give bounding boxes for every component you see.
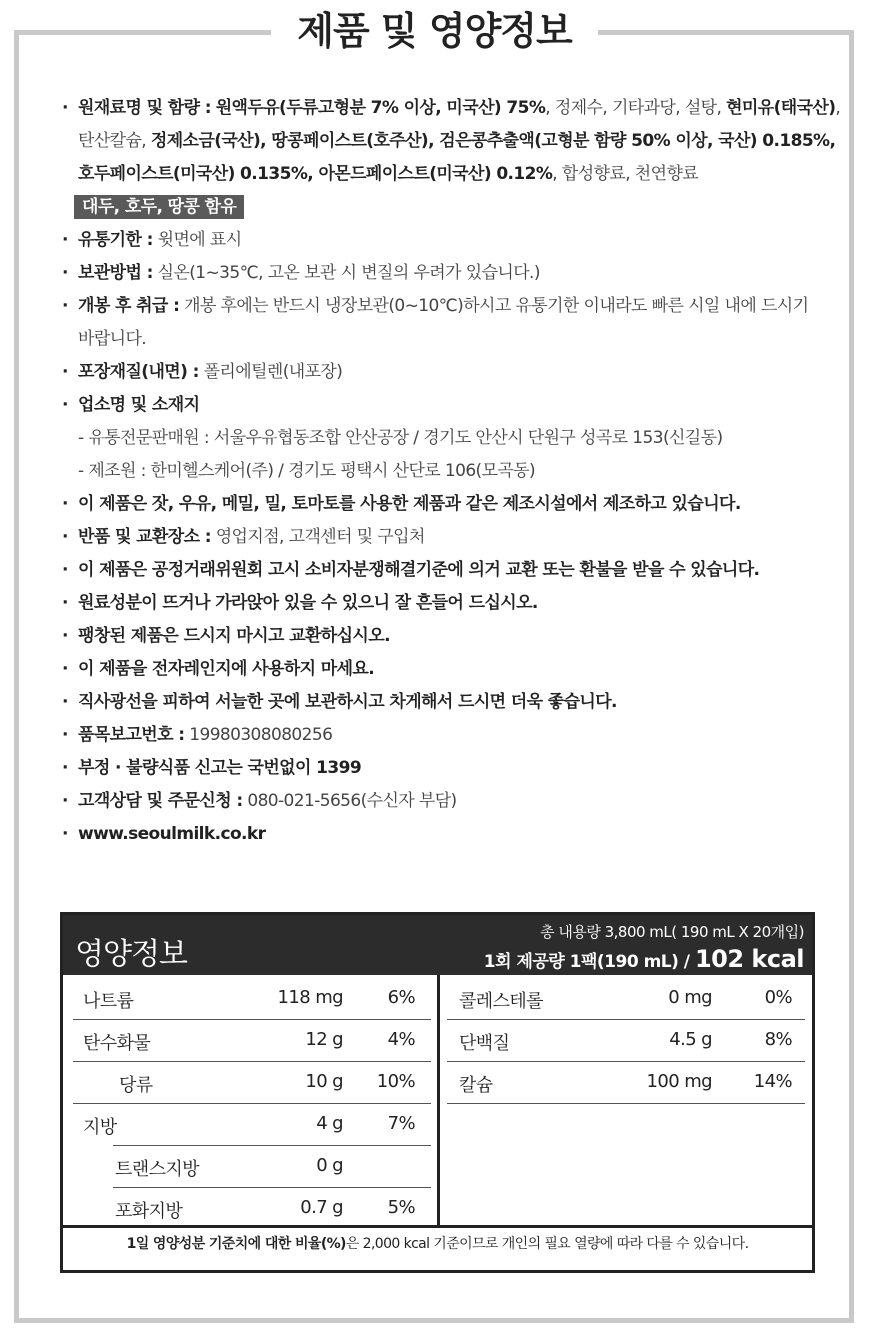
nutrient-row bbox=[73, 1146, 431, 1187]
notice-sunlight: 직사광선을 피하여 서늘한 곳에 보관하시고 차게해서 드시면 더욱 좋습니다. bbox=[78, 692, 617, 712]
nutrient-amount: 4.5 g bbox=[669, 1029, 712, 1050]
serving-size bbox=[484, 945, 804, 973]
opening-value-2: 바랍니다. bbox=[78, 329, 147, 349]
expiry-label: 유통기한 : bbox=[78, 230, 153, 250]
fraud-report: 부정 · 불량식품 신고는 국번없이 1399 bbox=[78, 758, 362, 778]
nutrient-amount: 12 g bbox=[305, 1029, 343, 1050]
ingredient-calcium: 탄산칼슘, bbox=[78, 131, 151, 151]
nutrient-name: 당류 bbox=[119, 1075, 153, 1096]
opening-label: 개봉 후 취급 : bbox=[78, 296, 180, 316]
list-item-ingredients: · 원재료명 및 함량 : 원액두유(두류고형분 7% 이상, 미국산) 75%, 정제수, 기타과당, 설탕, 현미유(태국산), 탄산칼슘, 정제소금(국산), 땅콩페이스트(호주산), 검은콩추출액(고형분 함량 50% 이상, 국산) 0.185%, 호두페이스트(미국산) 0.135%, 아몬드페이스트(미국산) 0.12%, 합성향료, 천연향료 대두, 호두, 땅콩 함유 bbox=[62, 98, 841, 217]
storage-label: 보관방법 : bbox=[78, 263, 153, 283]
list-item-return: · 반품 및 교환장소 : 영업지점, 고객센터 및 구입처 bbox=[62, 527, 425, 547]
total-volume: 총 내용량 3,800 mL( 190 mL X 20개입) bbox=[540, 923, 804, 941]
nutrient-row bbox=[73, 978, 431, 1020]
company-label: 업소명 및 소재지 bbox=[78, 395, 200, 415]
nutrient-row bbox=[73, 1188, 431, 1229]
nutrient-name: 탄수화물 bbox=[83, 1033, 151, 1054]
list-item-notice-facility: · 이 제품은 잣, 우유, 메밀, 밀, 토마토를 사용한 제품과 같은 제조시설에서 제조하고 있습니다. bbox=[62, 494, 741, 514]
column-divider bbox=[437, 975, 440, 1225]
ingredient-bold-3: 호두페이스트(미국산) 0.135%, 아몬드페이스트(미국산) 0.12% bbox=[78, 164, 553, 184]
nutrient-percent: 4% bbox=[387, 1029, 415, 1050]
nutrient-name: 콜레스테롤 bbox=[459, 991, 543, 1012]
nutrient-percent: 0% bbox=[764, 987, 792, 1008]
nutrient-amount: 100 mg bbox=[646, 1071, 712, 1092]
nutrition-title: 영양정보 bbox=[75, 937, 187, 972]
nutrient-percent: 14% bbox=[753, 1071, 792, 1092]
nutrient-name: 트랜스지방 bbox=[115, 1159, 199, 1180]
notice-swollen: 팽창된 제품은 드시지 마시고 교환하십시오. bbox=[78, 626, 390, 646]
nutrient-row bbox=[73, 1062, 431, 1104]
ingredient-comma: , bbox=[835, 98, 841, 118]
opening-value: 개봉 후에는 반드시 냉장보관(0~10℃)하시고 유통기한 이내라도 빠른 시일 내에 드시기 bbox=[179, 296, 809, 316]
packaging-label: 포장재질(내면) : bbox=[78, 362, 199, 382]
ingredient-text: , 정제수, 기타과당, 설탕, bbox=[545, 98, 727, 118]
nutrient-amount: 0 mg bbox=[668, 987, 712, 1008]
ingredients-label: 원재료명 및 함량 : bbox=[78, 98, 211, 118]
list-item-expiry: · 유통기한 : 윗면에 표시 bbox=[62, 230, 242, 250]
allergy-badge: 대두, 호두, 땅콩 함유 bbox=[74, 195, 244, 219]
cs-label: 고객상담 및 주문신청 : bbox=[78, 791, 243, 811]
nutrient-percent: 8% bbox=[764, 1029, 792, 1050]
nutrient-name: 나트륨 bbox=[83, 991, 134, 1012]
nutrition-footnote bbox=[63, 1233, 812, 1253]
nutrient-row bbox=[447, 978, 805, 1020]
list-item-fraud: · 부정 · 불량식품 신고는 국번없이 1399 bbox=[62, 758, 362, 778]
notice-facility: 이 제품은 잣, 우유, 메밀, 밀, 토마토를 사용한 제품과 같은 제조시설에서 제조하고 있습니다. bbox=[78, 494, 741, 514]
list-item-notice-shake: · 원료성분이 뜨거나 가라앉아 있을 수 있으니 잘 흔들어 드십시오. bbox=[62, 593, 538, 613]
title-area bbox=[0, 4, 869, 58]
notice-microwave: 이 제품을 전자레인지에 사용하지 마세요. bbox=[78, 659, 375, 679]
list-item-notice-microwave: · 이 제품을 전자레인지에 사용하지 마세요. bbox=[62, 659, 375, 679]
nutrient-percent: 7% bbox=[387, 1113, 415, 1134]
ingredient-flavor: , 합성향료, 천연향료 bbox=[552, 164, 699, 184]
website-link[interactable]: www.seoulmilk.co.kr bbox=[78, 824, 266, 844]
ingredient-rice-oil: 현미유(태국산) bbox=[726, 98, 836, 118]
nutrient-name: 포화지방 bbox=[115, 1201, 183, 1222]
serving-text: 1회 제공량 1팩(190 mL) / bbox=[483, 952, 695, 972]
nutrition-table bbox=[60, 912, 815, 1273]
list-item-notice-swollen: · 팽창된 제품은 드시지 마시고 교환하십시오. bbox=[62, 626, 390, 646]
nutrient-percent: 6% bbox=[387, 987, 415, 1008]
nutrient-row bbox=[73, 1020, 431, 1062]
page-title: 제품 및 영양정보 bbox=[271, 4, 597, 58]
report-value: 19980308080256 bbox=[184, 725, 333, 745]
company-manufacturer: - 제조원 : 한미헬스케어(주) / 경기도 평택시 산단로 106(모곡동) bbox=[78, 461, 536, 481]
return-value: 영업지점, 고객센터 및 구입처 bbox=[210, 527, 425, 547]
list-item-company: · 업소명 및 소재지 bbox=[62, 395, 200, 415]
list-item-notice-sunlight: · 직사광선을 피하여 서늘한 곳에 보관하시고 차게해서 드시면 더욱 좋습니다. bbox=[62, 692, 617, 712]
nutrient-row bbox=[447, 1062, 805, 1104]
list-item-url: · www.seoulmilk.co.kr bbox=[62, 824, 266, 844]
nutrient-percent: 5% bbox=[387, 1197, 415, 1218]
report-label: 품목보고번호 : bbox=[78, 725, 185, 745]
list-item-notice-refund: · 이 제품은 공정거래위원회 고시 소비자분쟁해결기준에 의거 교환 또는 환불을 받을 수 있습니다. bbox=[62, 560, 760, 580]
nutrient-amount: 10 g bbox=[305, 1071, 343, 1092]
ingredient-bold-2: 정제소금(국산), 땅콩페이스트(호주산), 검은콩추출액(고형분 함량 50% 이상, 국산) 0.185%, bbox=[150, 131, 836, 151]
storage-value: 실온(1~35℃, 고온 보관 시 변질의 우려가 있습니다.) bbox=[152, 263, 540, 283]
notice-shake: 원료성분이 뜨거나 가라앉아 있을 수 있으니 잘 흔들어 드십시오. bbox=[78, 593, 538, 613]
list-item-packaging: · 포장재질(내면) : 폴리에틸렌(내포장) bbox=[62, 362, 343, 382]
nutrient-amount: 4 g bbox=[316, 1113, 343, 1134]
nutrient-amount: 0 g bbox=[316, 1155, 343, 1176]
expiry-value: 윗면에 표시 bbox=[152, 230, 242, 250]
nutrient-percent: 10% bbox=[376, 1071, 415, 1092]
nutrient-row bbox=[447, 1020, 805, 1062]
notice-refund: 이 제품은 공정거래위원회 고시 소비자분쟁해결기준에 의거 교환 또는 환불을 받을 수 있습니다. bbox=[78, 560, 760, 580]
return-label: 반품 및 교환장소 : bbox=[78, 527, 211, 547]
calories: 102 kcal bbox=[694, 945, 804, 973]
list-item-cs: · 고객상담 및 주문신청 : 080-021-5656(수신자 부담) bbox=[62, 791, 457, 811]
nutrient-amount: 118 mg bbox=[277, 987, 343, 1008]
nutrient-amount: 0.7 g bbox=[300, 1197, 343, 1218]
list-item-storage: · 보관방법 : 실온(1~35℃, 고온 보관 시 변질의 우려가 있습니다.) bbox=[62, 263, 540, 283]
cs-value: 080-021-5656(수신자 부담) bbox=[242, 791, 457, 811]
ingredient-main: 원액두유(두류고형분 7% 이상, 미국산) 75% bbox=[215, 98, 546, 118]
nutrient-name: 지방 bbox=[83, 1117, 117, 1138]
footnote-text: 은 2,000 kcal 기준이므로 개인의 필요 열량에 따라 다를 수 있습니다. bbox=[345, 1236, 749, 1252]
nutrient-name: 단백질 bbox=[459, 1033, 510, 1054]
list-item-report: · 품목보고번호 : 19980308080256 bbox=[62, 725, 333, 745]
list-item-opening: · 개봉 후 취급 : 개봉 후에는 반드시 냉장보관(0~10℃)하시고 유통기한 이내라도 빠른 시일 내에 드시기 바랍니다. bbox=[62, 296, 809, 349]
nutrient-row bbox=[73, 1104, 431, 1145]
company-distributor: - 유통전문판매원 : 서울우유협동조합 안산공장 / 경기도 안산시 단원구 성곡로 153(신길동) bbox=[78, 428, 723, 448]
footnote-bold: 1일 영양성분 기준치에 대한 비율(%) bbox=[126, 1236, 346, 1252]
packaging-value: 폴리에틸렌(내포장) bbox=[198, 362, 343, 382]
nutrition-header bbox=[63, 915, 812, 975]
nutrient-name: 칼슘 bbox=[459, 1075, 493, 1096]
product-info-list bbox=[62, 92, 842, 851]
